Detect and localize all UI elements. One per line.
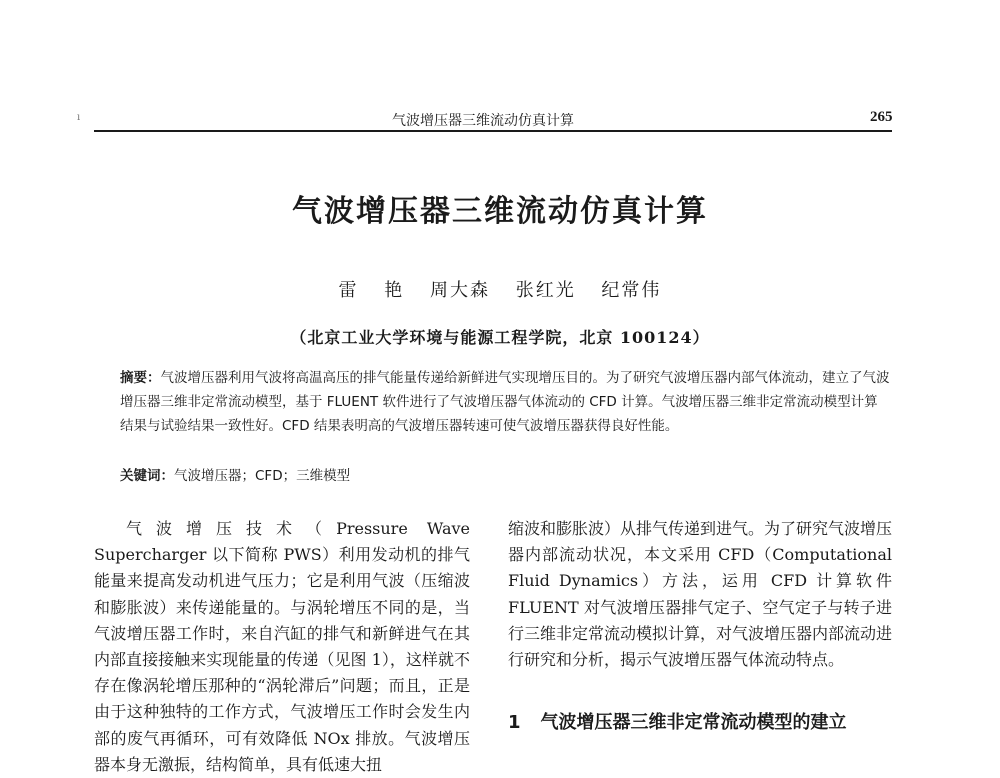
header-rule: [94, 130, 892, 132]
left-column-paragraph: 气波增压技术（Pressure Wave Supercharger 以下简称 PWS）利用发动机的排气能量来提高发动机进气压力；它是利用气波（压缩波和膨胀波）来传递能量的。与涡轮增压不同的是，当气波增压器工作时，来自汽缸的排气和新鲜进气在其内部直接接触来实现能量的传递（见图 1），这样就不存在像涡轮增压那种的“涡轮滞后”问题；而且，正是由于这种独特的工作方式，气波增压工作时会发生内部的废气再循环，可有效降低 NOx 排放。气波增压器本身无激振，结构简单，具有低速大扭: [94, 519, 470, 774]
margin-mark: ı: [77, 112, 81, 123]
page-number: 265: [870, 109, 893, 125]
keywords: [120, 464, 890, 484]
abstract-label: 摘要：: [120, 370, 161, 386]
keywords-text: 气波增压器；CFD；三维模型: [174, 468, 351, 484]
running-title: 气波增压器三维流动仿真计算: [392, 113, 574, 129]
section-title: 气波增压器三维非定常流动模型的建立: [540, 712, 847, 733]
abstract-text: 气波增压器利用气波将高温高压的排气能量传递给新鲜进气实现增压目的。为了研究气波增压器内部气体流动，建立了气波增压器三维非定常流动模型，基于 FLUENT 软件进行了气波增压器气体流动的 CFD 计算。气波增压器三维非定常流动模型计算结果与试验结果一致性好。CFD 结果表明高的气波增压器转速可使气波增压器获得良好性能。: [120, 370, 890, 435]
keywords-label: 关键词：: [120, 468, 174, 484]
body-right-column: [508, 516, 892, 673]
author-list: 雷 艳 周大森 张红光 纪常伟: [338, 280, 662, 301]
right-column-paragraph: 缩波和膨胀波）从排气传递到进气。为了研究气波增压器内部流动状况，本文采用 CFD（Computational Fluid Dynamics）方法，运用 CFD 计算软件 FLUENT 对气波增压器排气定子、空气定子与转子进行三维非定常流动模拟计算，对气波增压器内部流动进行研究和分析，揭示气波增压器气体流动特点。: [508, 519, 893, 670]
affiliation: （北京工业大学环境与能源工程学院，北京 100124）: [290, 328, 710, 347]
body-left-column: [94, 516, 470, 778]
section-number: 1: [508, 712, 521, 733]
abstract: [120, 366, 890, 439]
section-heading: [508, 708, 847, 734]
paper-title: 气波增压器三维流动仿真计算: [292, 194, 708, 229]
